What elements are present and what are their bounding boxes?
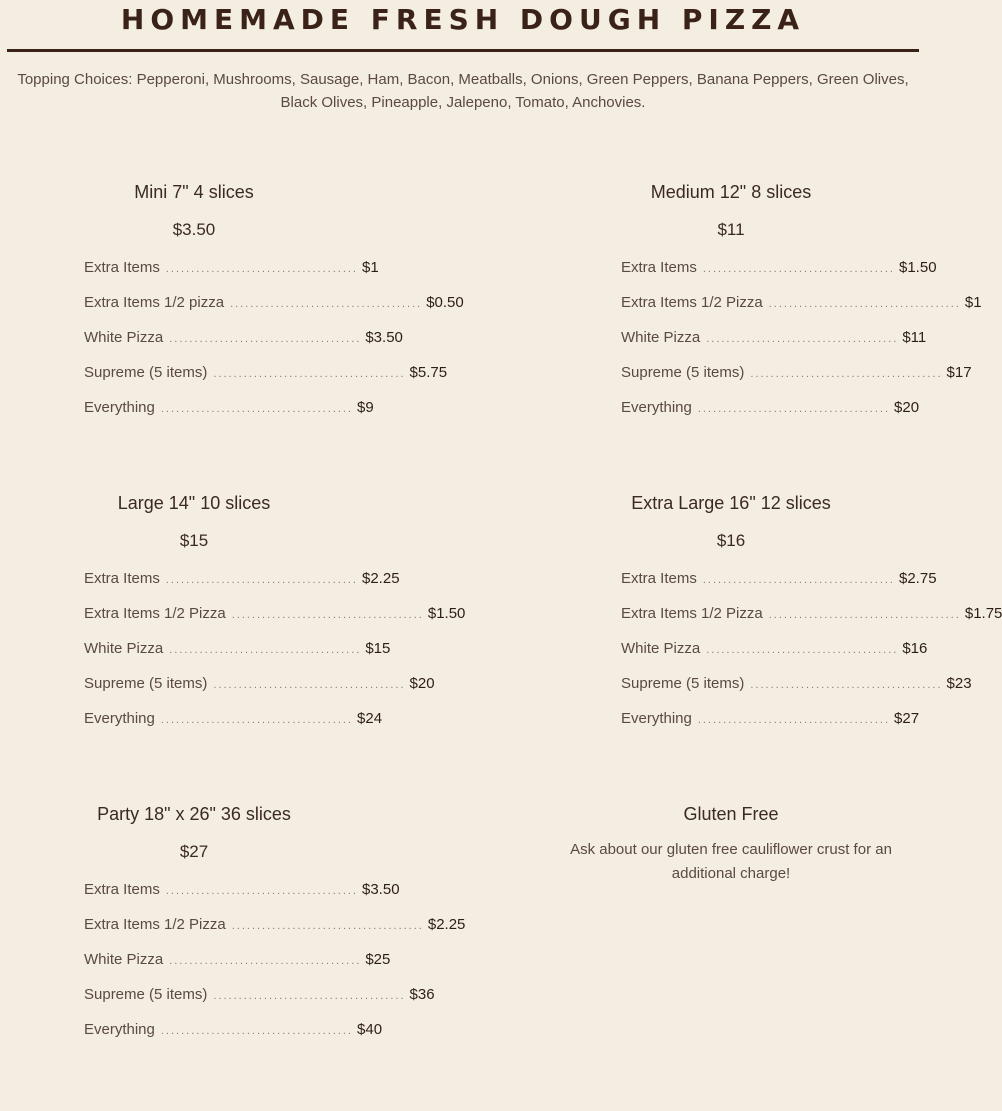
item-name: Extra Items 1/2 Pizza [621,294,763,311]
size-price: $27 [179,842,209,861]
item-price: $1.50 [427,605,466,622]
item-price: $36 [409,986,435,1003]
dot-leader: ...................................... [706,333,899,345]
dot-leader: ...................................... [750,679,943,691]
size-price: $15 [179,531,209,550]
dot-leader: ...................................... [231,609,424,621]
dot-leader: ...................................... [702,263,895,275]
dot-leader: ...................................... [213,368,406,380]
menu-item [621,710,920,745]
item-price: $3.50 [362,881,400,898]
item-price: $1 [362,259,379,276]
dot-leader: ...................................... [702,574,895,586]
menu-item [84,710,383,745]
item-name: White Pizza [621,640,701,657]
item-name: White Pizza [84,329,164,346]
item-name: Extra Items 1/2 Pizza [84,605,226,622]
menu-item [621,675,972,710]
item-name: Supreme (5 items) [621,364,745,381]
dot-leader: ...................................... [768,609,961,621]
menu-item [84,881,400,916]
gluten-free-section [561,802,901,886]
item-name: Extra Items 1/2 pizza [84,294,225,311]
menu-item [84,399,374,434]
menu-item [621,259,937,294]
size-section-extra-large [621,491,1002,745]
item-name: Extra Items [84,881,160,898]
dot-leader: ...................................... [750,368,943,380]
dot-leader: ...................................... [160,714,354,726]
item-price: $20 [894,399,920,416]
menu-item [621,640,928,675]
dot-leader: ...................................... [169,955,362,967]
menu-item [621,605,1002,640]
menu-item [621,570,937,605]
menu-item [84,570,400,605]
size-section-mini [84,180,464,434]
item-price: $3.50 [365,329,403,346]
item-name: Supreme (5 items) [84,986,208,1003]
dot-leader: ...................................... [160,403,354,415]
item-price: $1 [964,294,982,311]
dot-leader: ...................................... [160,1025,354,1037]
item-name: White Pizza [84,640,164,657]
gluten-free-text: Ask about our gluten free cauliflower crust for an additional charge! [570,841,892,882]
item-price: $25 [365,951,391,968]
menu-item [84,675,435,710]
item-price: $23 [946,675,972,692]
item-price: $9 [357,399,374,416]
item-name: Everything [621,399,692,416]
dot-leader: ...................................... [169,333,362,345]
menu-item [84,259,379,294]
menu-item [621,399,920,434]
item-name: Extra Items [621,259,697,276]
menu-item [84,916,466,951]
item-name: Extra Items [84,570,160,587]
size-title: Extra Large 16" 12 slices [631,493,831,513]
dot-leader: ...................................... [169,644,362,656]
dot-leader: ...................................... [213,990,406,1002]
item-price: $16 [902,640,928,657]
dot-leader: ...................................... [165,885,358,897]
title-divider [7,49,919,52]
menu-item [621,329,927,364]
dot-leader: ...................................... [213,679,406,691]
dot-leader: ...................................... [697,403,891,415]
item-name: Everything [84,710,155,727]
size-price: $3.50 [172,220,216,239]
dot-leader: ...................................... [230,298,423,310]
size-section-party [84,802,466,1056]
item-price: $2.75 [899,570,937,587]
item-name: Extra Items [621,570,697,587]
item-name: Supreme (5 items) [621,675,745,692]
item-price: $1.75 [964,605,1002,622]
item-name: Everything [621,710,692,727]
item-price: $40 [357,1021,383,1038]
dot-leader: ...................................... [165,574,358,586]
item-name: Everything [84,1021,155,1038]
size-title: Medium 12" 8 slices [650,182,812,202]
menu-item [84,1021,383,1056]
item-name: Everything [84,399,155,416]
dot-leader: ...................................... [706,644,899,656]
item-price: $27 [894,710,920,727]
item-price: $11 [902,329,927,346]
item-name: Supreme (5 items) [84,675,208,692]
menu-item [84,605,466,640]
menu-item [621,364,972,399]
item-price: $1.50 [899,259,937,276]
item-price: $5.75 [409,364,448,381]
size-section-medium [621,180,982,434]
item-price: $17 [946,364,972,381]
menu-item [84,986,435,1021]
item-name: Supreme (5 items) [84,364,208,381]
size-title: Party 18" x 26" 36 slices [97,804,291,824]
item-name: Extra Items [84,259,160,276]
topping-choices: Topping Choices: Pepperoni, Mushrooms, Sausage, Ham, Bacon, Meatballs, Onions, Green Peppers, Banana Peppers, Green Olives, Black Olives, Pineapple, Jalepeno, Tomato, Anchovies. [17,71,909,111]
item-name: White Pizza [84,951,164,968]
item-price: $15 [365,640,391,657]
item-price: $24 [357,710,383,727]
item-price: $0.50 [426,294,464,311]
dot-leader: ...................................... [697,714,891,726]
menu-item [84,951,391,986]
dot-leader: ...................................... [768,298,961,310]
dot-leader: ...................................... [165,263,358,275]
menu-item [84,294,464,329]
size-price: $11 [717,220,745,239]
gluten-free-title: Gluten Free [683,804,779,824]
size-title: Mini 7" 4 slices [134,182,254,202]
item-name: Extra Items 1/2 Pizza [84,916,226,933]
item-price: $2.25 [362,570,400,587]
item-price: $20 [409,675,435,692]
menu-item [84,329,403,364]
dot-leader: ...................................... [231,920,424,932]
size-price: $16 [716,531,746,550]
size-title: Large 14" 10 slices [117,493,271,513]
page-title: HOMEMADE FRESH DOUGH PIZZA [120,3,806,36]
menu-item [621,294,982,329]
menu-item [84,364,448,399]
item-price: $2.25 [427,916,466,933]
item-name: White Pizza [621,329,701,346]
item-name: Extra Items 1/2 Pizza [621,605,763,622]
menu-item [84,640,391,675]
size-section-large [84,491,466,745]
